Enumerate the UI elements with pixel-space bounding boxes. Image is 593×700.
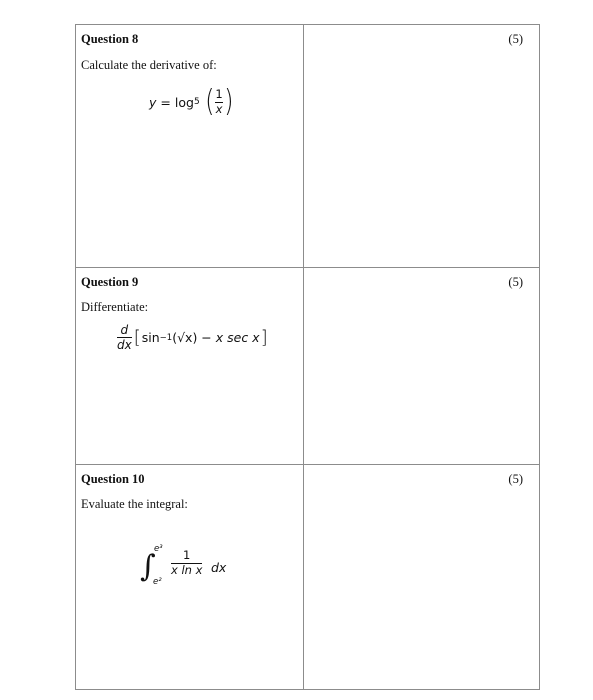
differential: dx [211,560,227,575]
inverse-exponent: −1 [159,332,173,343]
integrand-numerator: 1 [183,548,191,562]
secant-term: x sec x [215,330,260,345]
equation-lhs: y [149,94,157,110]
question-title: Question 8 [81,32,139,46]
lower-limit: e² [153,577,162,587]
question-cell-8 [76,25,304,268]
answer-cell-8[interactable] [304,25,540,268]
sqrt-argument: (√x) [172,330,198,345]
question-table [75,24,540,690]
question-row-9 [76,268,540,465]
question-instruction: Differentiate: [81,300,149,314]
integral-equation [140,545,260,589]
question-instruction: Evaluate the integral: [81,497,188,511]
log-base: 5 [193,97,200,107]
derivative-operator [117,324,132,351]
question-row-10 [76,465,540,690]
left-bracket: [ [133,327,141,348]
question-instruction: Calculate the derivative of: [81,58,217,72]
answer-cell-10[interactable] [304,465,540,690]
log-function: log [174,94,194,110]
derivative-equation [149,84,234,119]
question-row-8 [76,25,540,268]
differentiate-equation [116,324,269,351]
question-title: Question 10 [81,472,145,486]
left-paren: ( [204,84,215,119]
minus-sign: − [197,330,216,345]
upper-limit: e³ [154,544,163,554]
marks-label: (5) [508,472,523,486]
fraction-denominator: x [215,101,223,116]
integral-sign: ∫ [140,549,156,584]
fraction-numerator: 1 [215,87,223,101]
right-paren: ) [223,84,234,119]
answer-cell-9[interactable] [304,268,540,465]
question-title: Question 9 [81,275,139,289]
fraction [215,89,222,115]
marks-label: (5) [508,275,523,289]
marks-label: (5) [508,32,523,46]
inverse-sine: sin [141,330,160,345]
derivative-numerator: d [120,323,129,337]
right-bracket: ] [260,327,268,348]
integrand-denominator: x ln x [171,562,203,577]
derivative-denominator: dx [117,338,132,352]
integrand-fraction [171,550,202,576]
question-cell-10 [76,465,304,690]
question-cell-9 [76,268,304,465]
equals-sign: = [160,94,171,110]
